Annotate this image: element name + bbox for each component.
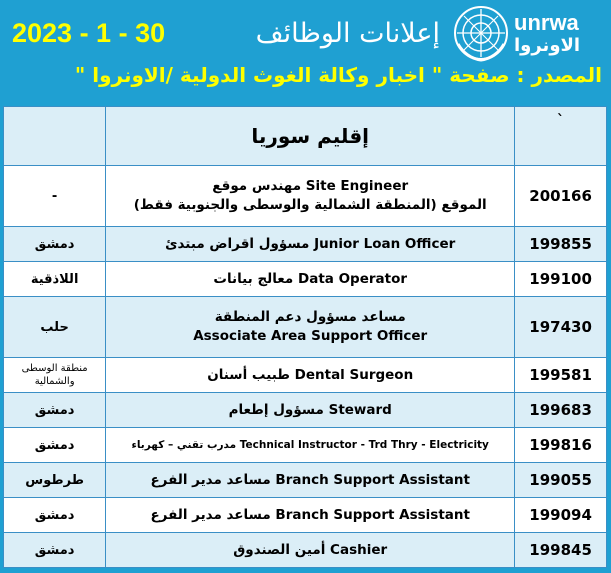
job-title-line: مساعد مسؤول دعم المنطقة (214, 309, 406, 325)
job-id: 199581 (515, 358, 607, 393)
table-row (4, 297, 607, 358)
header-id-cell: ` (515, 107, 607, 166)
table-row (4, 428, 607, 463)
job-title-line: مدرب تقني – كهرباء Technical Instructor - Trd Thry - Electricity (131, 438, 489, 451)
job-location: - (4, 166, 106, 227)
job-id: 197430 (515, 297, 607, 358)
table-row (4, 463, 607, 498)
jobs-table (3, 106, 607, 568)
job-location: دمشق (4, 227, 106, 262)
job-title (106, 463, 515, 498)
job-title (106, 498, 515, 533)
table-row (4, 498, 607, 533)
logo-text-en: unrwa (514, 10, 579, 35)
source-line: المصدر : صفحة " اخبار وكالة الغوث الدولية /الاونروا " (74, 63, 602, 87)
job-title-line: مساعد مدير الفرع Branch Support Assistant (150, 471, 470, 488)
job-location: حلب (4, 297, 106, 358)
job-title (106, 166, 515, 227)
job-id: 199094 (515, 498, 607, 533)
job-title (106, 358, 515, 393)
job-location: طرطوس (4, 463, 106, 498)
job-id: 199845 (515, 533, 607, 568)
job-title-line: أمين الصندوق Cashier (233, 541, 388, 558)
page-header (0, 0, 611, 102)
job-title-line: مسؤول اقراض مبتدئ Junior Loan Officer (165, 235, 456, 252)
job-location: منطقة الوسطى والشمالية (4, 358, 106, 393)
job-title (106, 393, 515, 428)
logo-text-ar: الاونروا (514, 35, 581, 56)
job-id: 199855 (515, 227, 607, 262)
unrwa-logo (452, 4, 604, 62)
table-row (4, 262, 607, 297)
job-title-line: مسؤول إطعام Steward (228, 401, 392, 418)
job-location: اللاذقية (4, 262, 106, 297)
job-location: دمشق (4, 428, 106, 463)
job-id: 199100 (515, 262, 607, 297)
job-title (106, 533, 515, 568)
job-title-line: معالج بيانات Data Operator (213, 270, 408, 287)
job-location: دمشق (4, 393, 106, 428)
job-location: دمشق (4, 533, 106, 568)
job-id: 200166 (515, 166, 607, 227)
table-row (4, 227, 607, 262)
page-title: إعلانات الوظائف (255, 18, 440, 49)
table-row (4, 358, 607, 393)
job-id: 199683 (515, 393, 607, 428)
job-title-line: طبيب أسنان Dental Surgeon (207, 366, 414, 383)
job-title-line: الموقع (المنطقة الشمالية والوسطى والجنوبية فقط) (133, 197, 487, 213)
announcement-date: 2023 - 1 - 30 (12, 18, 166, 48)
job-title (106, 428, 515, 463)
job-title-line: مساعد مدير الفرع Branch Support Assistant (150, 506, 470, 523)
job-title-line: Associate Area Support Officer (193, 328, 428, 344)
table-header-row (4, 107, 607, 166)
job-title-line: مهندس موقع Site Engineer (212, 178, 409, 194)
un-emblem-icon (452, 4, 510, 62)
job-title (106, 227, 515, 262)
header-location-cell (4, 107, 106, 166)
job-id: 199055 (515, 463, 607, 498)
region-header: إقليم سوريا (106, 107, 515, 166)
job-title (106, 297, 515, 358)
table-row (4, 166, 607, 227)
job-location: دمشق (4, 498, 106, 533)
table-row (4, 393, 607, 428)
job-title (106, 262, 515, 297)
table-row (4, 533, 607, 568)
job-id: 199816 (515, 428, 607, 463)
